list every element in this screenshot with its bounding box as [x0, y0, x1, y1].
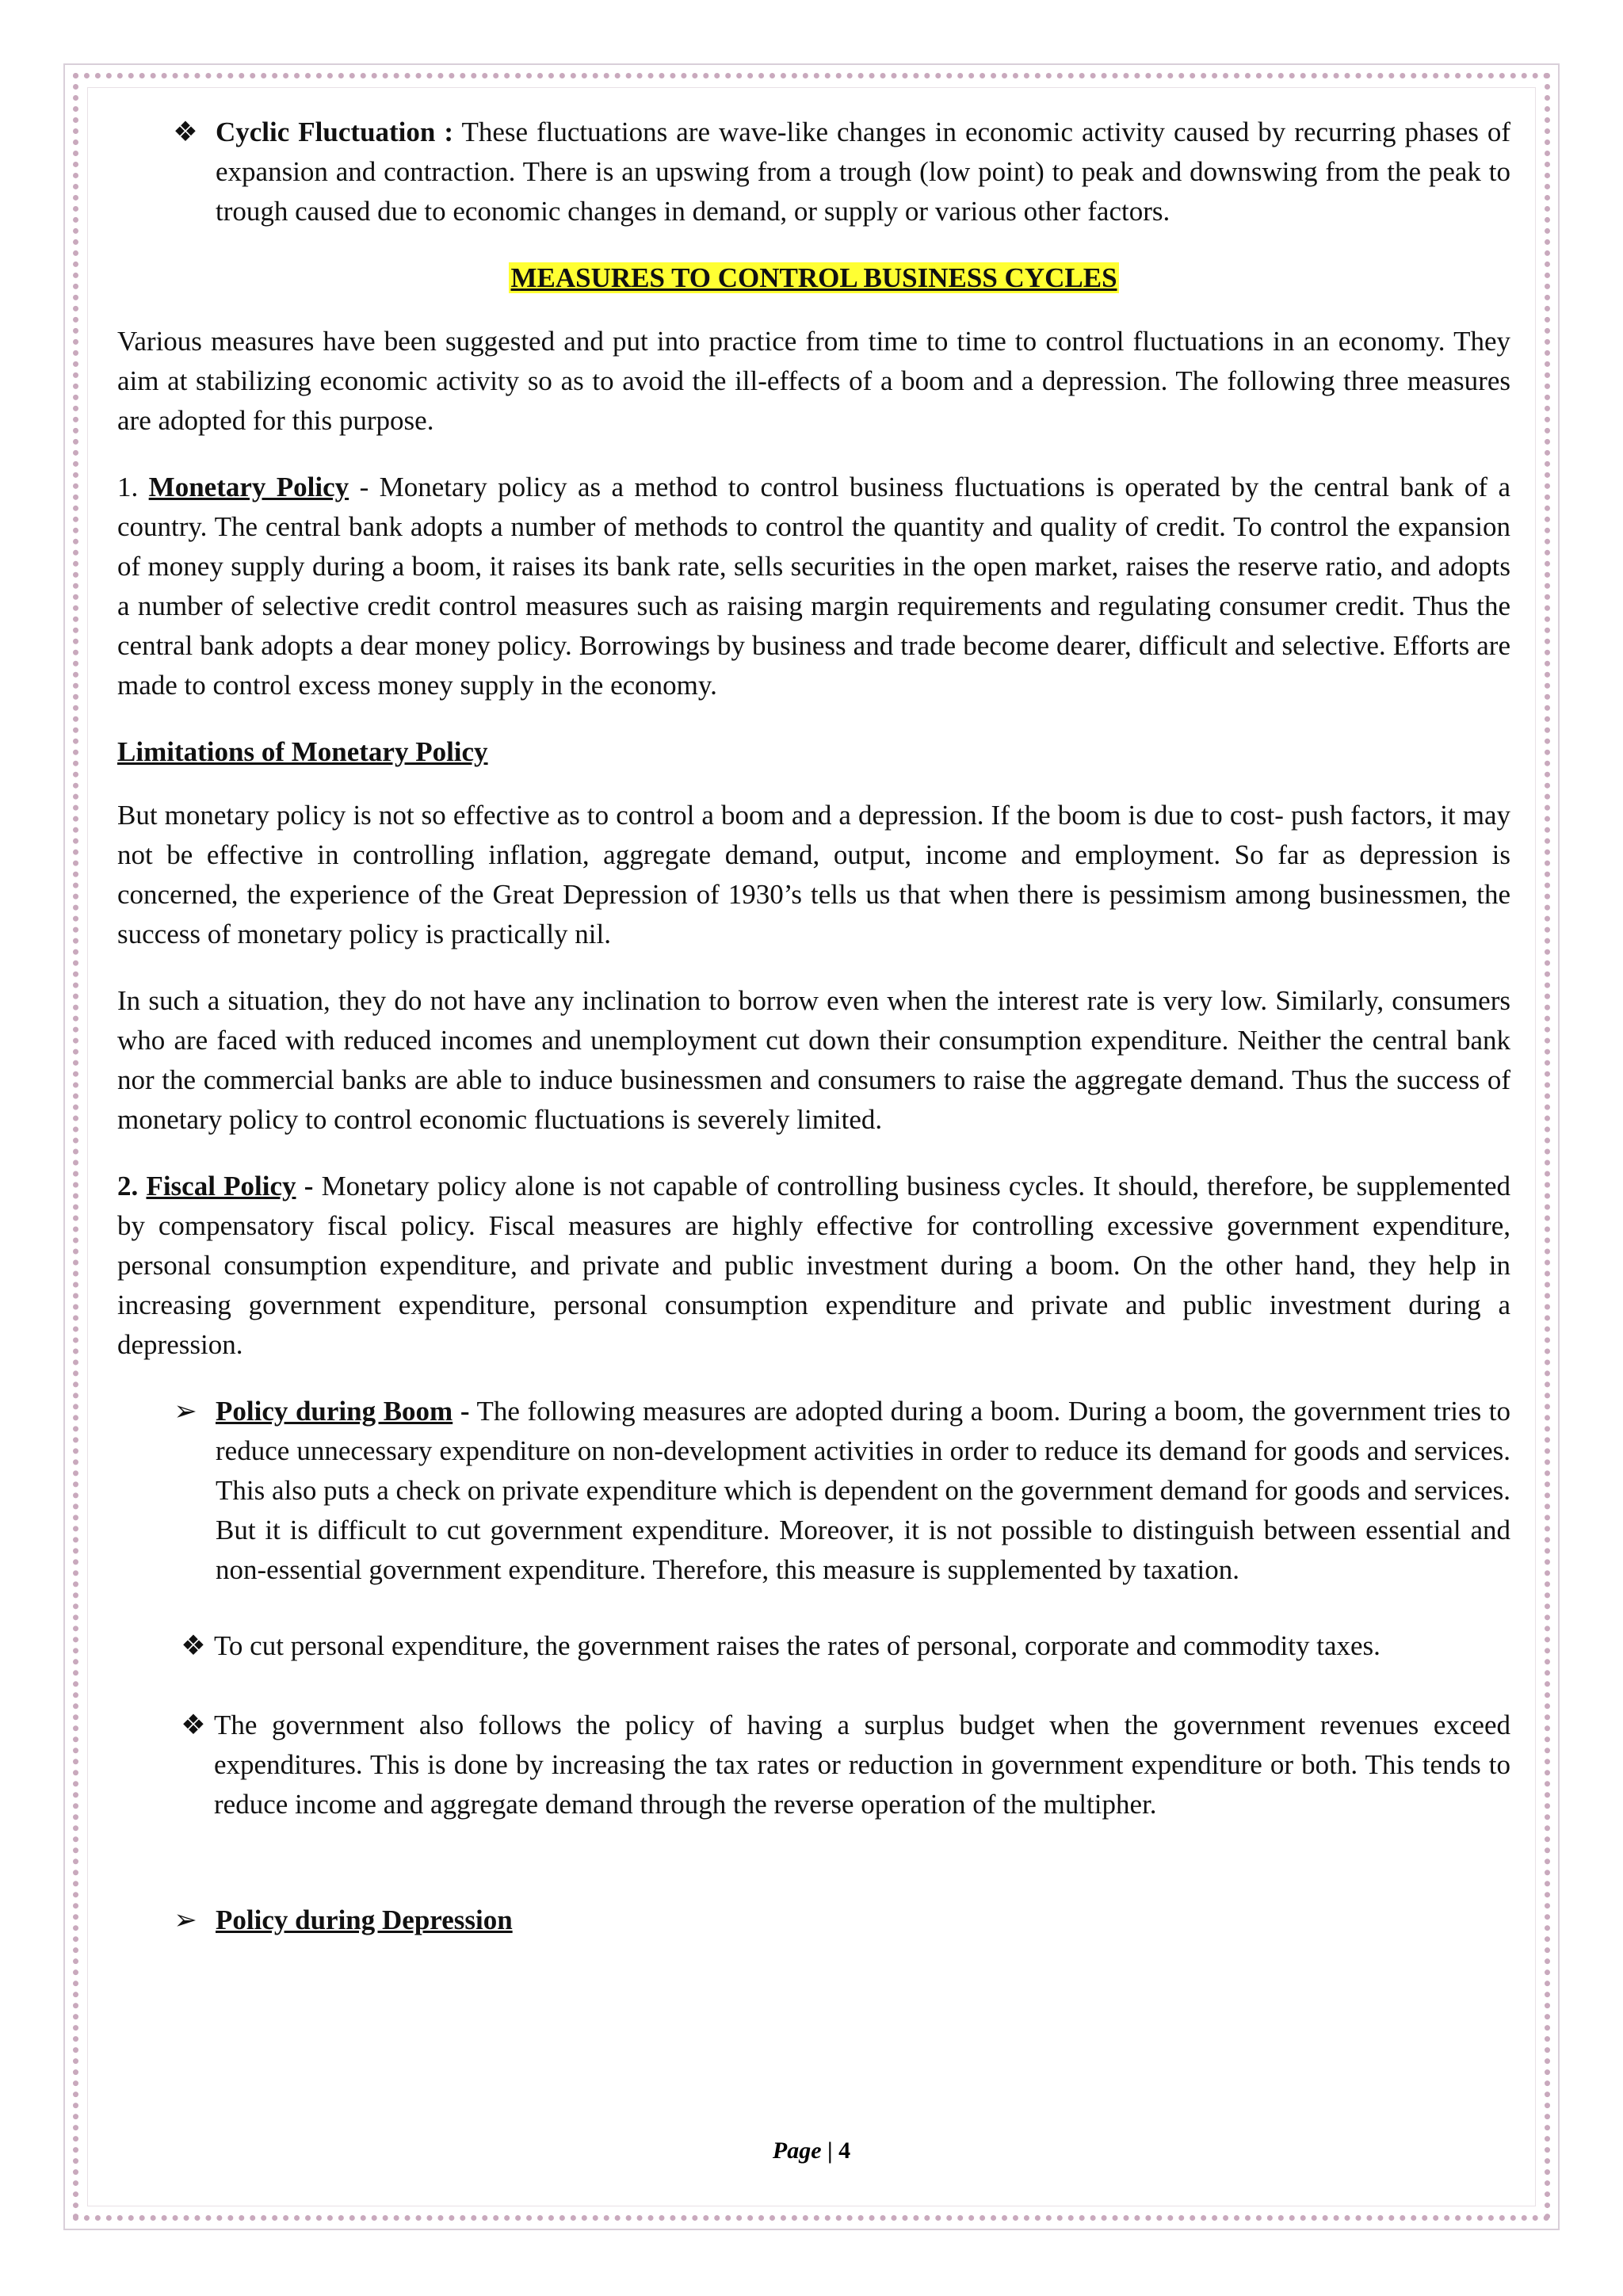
cyclic-fluctuation-term: Cyclic Fluctuation :: [216, 117, 454, 147]
fiscal-dash: -: [304, 1171, 314, 1201]
page-separator: |: [827, 2137, 833, 2164]
monetary-policy-text: - Monetary policy as a method to control business fluctuations is operated by the central bank of a country. The central bank adopts a number of methods to control the quantity and quality of credit. To control the expansion of money supply during a boom, it raises its bank rate, sells securities in the open market, raises the reserve ratio, and adopts a number of selective credit control measures such as raising margin requirements and regulating consumer credit. Thus the central bank adopts a dear money policy. Borrowings by business and trade become dearer, difficult and selective. Efforts are made to control excess money supply in the economy.: [117, 472, 1511, 701]
page-label: Page: [772, 2137, 822, 2164]
section-heading: [117, 258, 1510, 298]
intro-paragraph: Various measures have been suggested and put into practice from time to time to control fluctuations in an economy. They aim at stabilizing economic activity so as to avoid the ill-effects of a boom and a depression. The following three measures are adopted for this purpose.: [117, 326, 1510, 436]
limitations-heading-line: [117, 732, 1510, 772]
diamond-bullet-icon: ❖: [173, 117, 198, 147]
page-number: 4: [838, 2137, 851, 2164]
policy-boom-title: Policy during Boom: [216, 1396, 453, 1427]
arrow-bullet-icon: ➢: [174, 1396, 197, 1427]
fiscal-policy-title: Fiscal Policy: [146, 1171, 296, 1201]
arrow-bullet-icon: ➢: [174, 1904, 197, 1935]
cyclic-fluctuation-item: [117, 113, 1510, 231]
fiscal-number: 2.: [117, 1171, 139, 1201]
policy-boom-item: [117, 1392, 1510, 1590]
policy-depression-title: Policy during Depression: [216, 1904, 513, 1935]
diamond-bullet-icon: ❖: [181, 1630, 206, 1661]
page-footer: [0, 2137, 1623, 2164]
limitations-paragraph-1: But monetary policy is not so effective as to control a boom and a depression. If the boom is due to cost- push factors, it may not be effective in controlling inflation, aggregate demand, output, income and employment. So far as depression is concerned, the experience of the Great Depression of 1930’s tells us that when there is pessimism among businessmen, the success of monetary policy is practically nil.: [117, 800, 1510, 949]
fiscal-policy-paragraph: [117, 1167, 1510, 1365]
limitations-title: Limitations of Monetary Policy: [117, 736, 488, 767]
boom-point-1: [117, 1626, 1510, 1666]
boom-point-1-text: To cut personal expenditure, the government raises the rates of personal, corporate and commodity taxes.: [214, 1630, 1381, 1661]
document-body: [117, 113, 1510, 1967]
boom-point-2-text: The government also follows the policy of having a surplus budget when the government revenues exceed expenditures. This is done by increasing the tax rates or reduction in government expenditure or both. This tends to reduce income and aggregate demand through the reverse operation of the multipher.: [214, 1710, 1510, 1820]
cyclic-fluctuation-text: These fluctuations are wave-like changes in economic activity caused by recurring phases of expansion and contraction. There is an upswing from a trough (low point) to peak and downswing from the peak to trough caused due to economic changes in demand, or supply or various other factors.: [216, 117, 1510, 227]
boom-point-2: [117, 1706, 1510, 1824]
limitations-paragraph-2: In such a situation, they do not have any inclination to borrow even when the interest rate is very low. Similarly, consumers who are faced with reduced incomes and unemployment cut down their consumption expenditure. Neither the central bank nor the commercial banks are able to induce businessmen and consumers to raise the aggregate demand. Thus the success of monetary policy to control economic fluctuations is severely limited.: [117, 985, 1510, 1135]
heading-text: MEASURES TO CONTROL BUSINESS CYCLES: [510, 262, 1117, 293]
monetary-number: 1.: [117, 472, 139, 502]
monetary-policy-title: Monetary Policy: [148, 472, 349, 502]
diamond-bullet-icon: ❖: [181, 1710, 206, 1740]
policy-boom-text: The following measures are adopted during a boom. During a boom, the government tries to reduce unnecessary expenditure on non-development activities in order to reduce its demand for goods and services. This also puts a check on private expenditure which is dependent on the government demand for goods and services. But it is difficult to cut government expenditure. Moreover, it is not possible to distinguish between essential and non-essential government expenditure. Therefore, this measure is supplemented by taxation.: [216, 1396, 1511, 1585]
policy-boom-dash: -: [460, 1396, 470, 1427]
monetary-policy-paragraph: [117, 468, 1510, 705]
fiscal-policy-text: Monetary policy alone is not capable of controlling business cycles. It should, therefore, be supplemented by compensatory fiscal policy. Fiscal measures are highly effective for controlling excessive government expenditure, personal consumption expenditure, and private and public investment during a boom. On the other hand, they help in increasing government expenditure, personal consumption expenditure and private and public investment during a depression.: [117, 1171, 1511, 1360]
policy-depression-item: [117, 1901, 1510, 1940]
